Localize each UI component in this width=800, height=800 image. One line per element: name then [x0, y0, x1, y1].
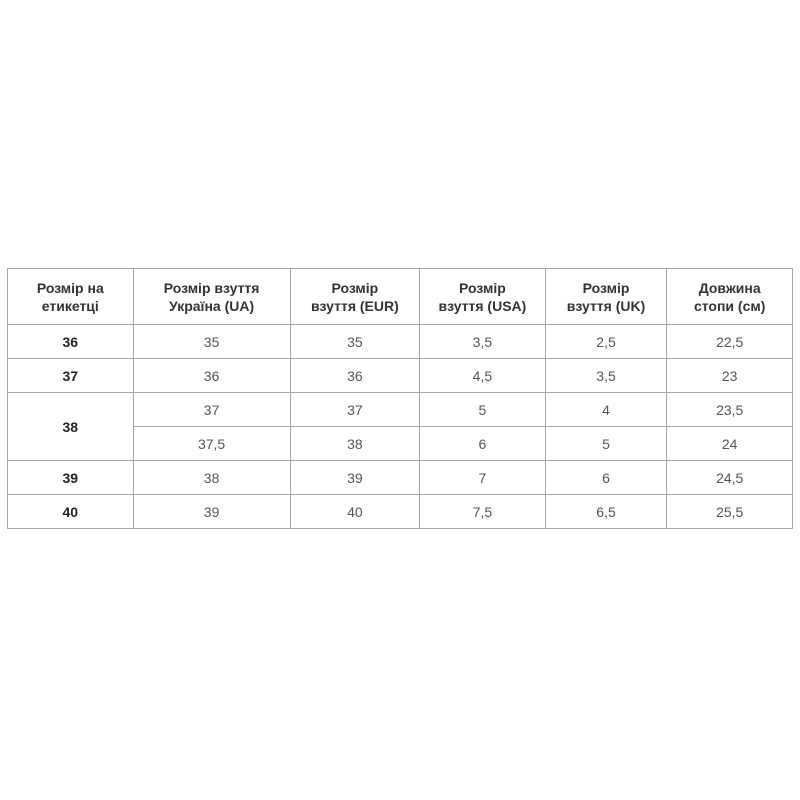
- header-row: [8, 269, 793, 325]
- usa-size-cell: 6: [420, 427, 546, 461]
- table-row: [8, 495, 793, 529]
- label-size-cell: 37: [8, 359, 134, 393]
- ua-size-cell: 36: [133, 359, 290, 393]
- uk-size-cell: 5: [545, 427, 667, 461]
- usa-size-cell: 4,5: [420, 359, 546, 393]
- eur-size-cell: 37: [290, 393, 420, 427]
- label-size-cell: 40: [8, 495, 134, 529]
- ua-size-cell: 39: [133, 495, 290, 529]
- header-usa-size: Розмір взуття (USA): [420, 269, 546, 325]
- label-size-cell: 36: [8, 325, 134, 359]
- size-chart-table: [7, 268, 793, 529]
- uk-size-cell: 6: [545, 461, 667, 495]
- header-eur-size: Розмір взуття (EUR): [290, 269, 420, 325]
- foot-length-cell: 23: [667, 359, 793, 393]
- ua-size-cell: 37: [133, 393, 290, 427]
- foot-length-cell: 23,5: [667, 393, 793, 427]
- header-uk-size: Розмір взуття (UK): [545, 269, 667, 325]
- usa-size-cell: 7,5: [420, 495, 546, 529]
- foot-length-cell: 25,5: [667, 495, 793, 529]
- uk-size-cell: 4: [545, 393, 667, 427]
- uk-size-cell: 2,5: [545, 325, 667, 359]
- header-ua-size: Розмір взуття Україна (UA): [133, 269, 290, 325]
- table-row: [8, 461, 793, 495]
- foot-length-cell: 24: [667, 427, 793, 461]
- table-row: [8, 359, 793, 393]
- eur-size-cell: 40: [290, 495, 420, 529]
- usa-size-cell: 5: [420, 393, 546, 427]
- foot-length-cell: 24,5: [667, 461, 793, 495]
- eur-size-cell: 39: [290, 461, 420, 495]
- ua-size-cell: 38: [133, 461, 290, 495]
- usa-size-cell: 3,5: [420, 325, 546, 359]
- ua-size-cell: 37,5: [133, 427, 290, 461]
- usa-size-cell: 7: [420, 461, 546, 495]
- table-row: [8, 325, 793, 359]
- eur-size-cell: 35: [290, 325, 420, 359]
- uk-size-cell: 3,5: [545, 359, 667, 393]
- eur-size-cell: 36: [290, 359, 420, 393]
- header-label-size: Розмір на етикетці: [8, 269, 134, 325]
- table-row: [8, 393, 793, 427]
- label-size-cell: 38: [8, 393, 134, 461]
- eur-size-cell: 38: [290, 427, 420, 461]
- header-foot-length: Довжина стопи (см): [667, 269, 793, 325]
- ua-size-cell: 35: [133, 325, 290, 359]
- label-size-cell: 39: [8, 461, 134, 495]
- foot-length-cell: 22,5: [667, 325, 793, 359]
- uk-size-cell: 6,5: [545, 495, 667, 529]
